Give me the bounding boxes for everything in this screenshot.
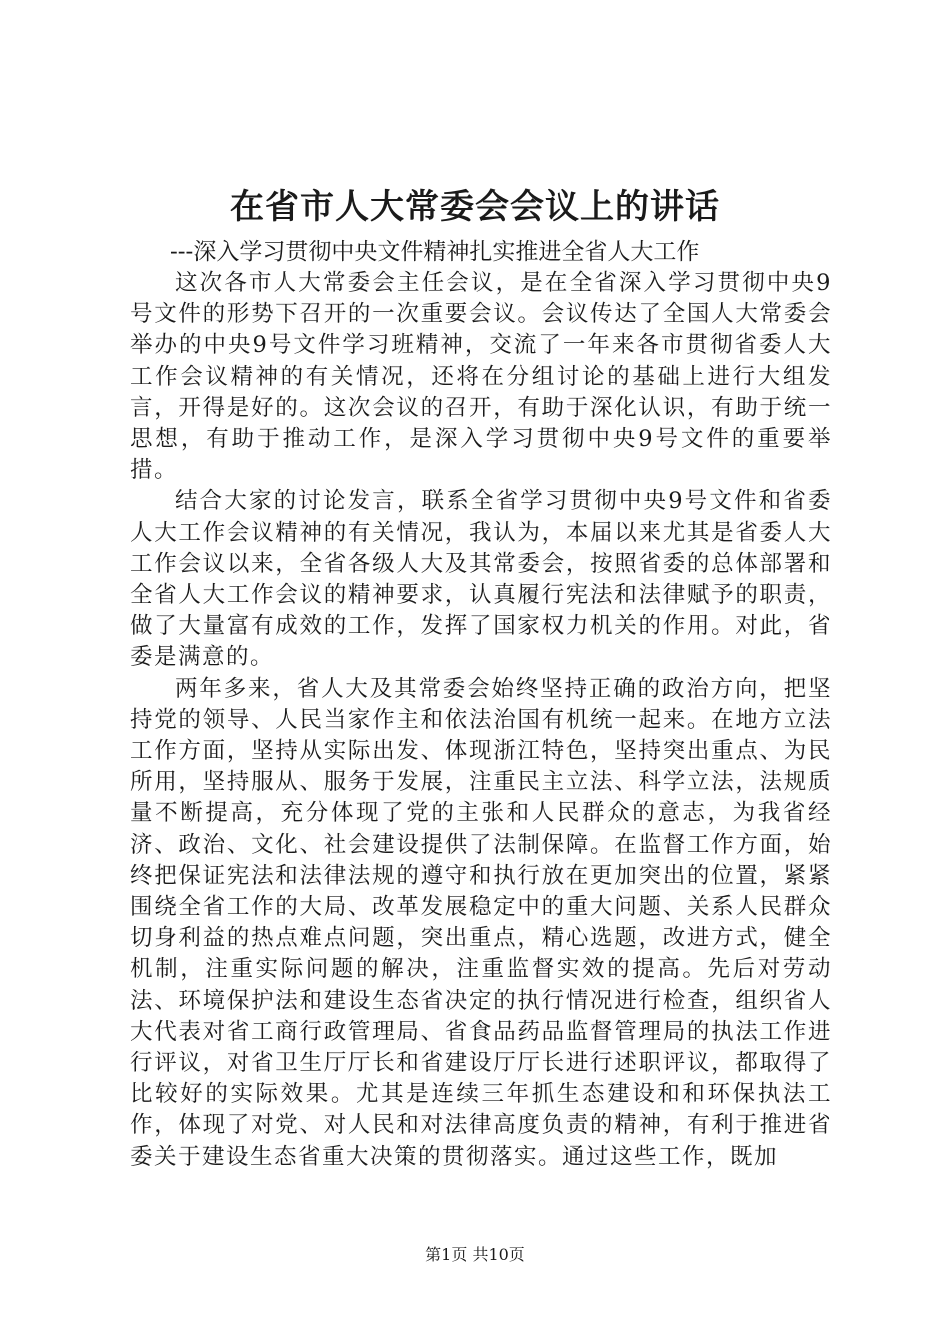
page-footer: 第1页 共10页 <box>425 1245 525 1264</box>
paragraph-1: 这次各市人大常委会主任会议，是在全省深入学习贯彻中央9号文件的形势下召开的一次重要会议。会议传达了全国人大常委会举办的中央9号文件学习班精神，交流了一年来各市贯彻省委人大工作会议精神的有关情况，还将在分组讨论的基础上进行大组发言，开得是好的。这次会议的召开，有助于深化认识，有助于统一思想，有助于推动工作，是深入学习贯彻中央9号文件的重要举措。 <box>130 270 832 484</box>
paragraph-3: 两年多来，省人大及其常委会始终坚持正确的政治方向，把坚持党的领导、人民当家作主和依法治国有机统一起来。在地方立法工作方面，坚持从实际出发、体现浙江特色，坚持突出重点、为民所用，坚持服从、服务于发展，注重民主立法、科学立法，法规质量不断提高，充分体现了党的主张和人民群众的意志，为我省经济、政治、文化、社会建设提供了法制保障。在监督工作方面，始终把保证宪法和法律法规的遵守和执行放在更加突出的位置，紧紧围绕全省工作的大局、改革发展稳定中的重大问题、关系人民群众切身利益的热点难点问题，突出重点，精心选题，改进方式，健全机制，注重实际问题的解决，注重监督实效的提高。先后对劳动法、环境保护法和建设生态省决定的执行情况进行检查，组织省人大代表对省工商行政管理局、省食品药品监督管理局的执法工作进行评议，对省卫生厅厅长和省建设厅厅长进行述职评议，都取得了比较好的实际效果。尤其是连续三年抓生态建设和和环保执法工作，体现了对党、对人民和对法律高度负责的精神，有利于推进省委关于建设生态省重大决策的贯彻落实。通过这些工作，既加 <box>130 675 832 1170</box>
paragraph-2: 结合大家的讨论发言，联系全省学习贯彻中央9号文件和省委人大工作会议精神的有关情况，我认为，本届以来尤其是省委人大工作会议以来，全省各级人大及其常委会，按照省委的总体部署和全省人大工作会议的精神要求，认真履行宪法和法律赋予的职责，做了大量富有成效的工作，发挥了国家权力机关的作用。对此，省委是满意的。 <box>130 488 832 671</box>
document-body <box>130 268 832 1173</box>
document-title: 在省市人大常委会会议上的讲话 <box>230 187 720 227</box>
document-subtitle: ---深入学习贯彻中央文件精神扎实推进全省人大工作 <box>170 239 700 265</box>
